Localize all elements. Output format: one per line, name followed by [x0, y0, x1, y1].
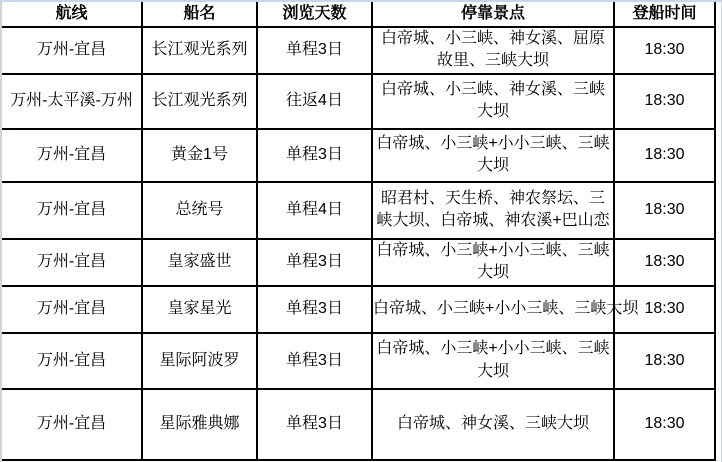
cell-route: 万州-宜昌 — [2, 286, 142, 333]
cell-boarding-time: 18:30 — [614, 286, 715, 333]
cell-boarding-time: 18:30 — [614, 389, 715, 460]
column-header-duration: 浏览天数 — [257, 2, 372, 27]
table-row — [2, 182, 715, 239]
column-header-boarding-time: 登船时间 — [614, 2, 715, 27]
cell-duration: 单程3日 — [257, 286, 372, 333]
cell-stops: 昭君村、天生桥、神农祭坛、三峡大坝、白帝城、神农溪+巴山恋 — [372, 182, 614, 239]
cell-stops: 白帝城、小三峡+小小三峡、三峡大坝 — [372, 129, 614, 182]
cell-boarding-time: 18:30 — [614, 27, 715, 74]
table-row — [2, 74, 715, 129]
cell-duration: 单程3日 — [257, 333, 372, 389]
cell-ship: 皇家星光 — [142, 286, 257, 333]
table-row — [2, 286, 715, 333]
cell-stops: 白帝城、小三峡+小小三峡、三峡大坝 — [372, 239, 614, 286]
cell-route: 万州-太平溪-万州 — [2, 74, 142, 129]
cell-route: 万州-宜昌 — [2, 333, 142, 389]
cell-route: 万州-宜昌 — [2, 27, 142, 74]
cell-stops: 白帝城、神女溪、三峡大坝 — [372, 389, 614, 460]
cell-duration: 往返4日 — [257, 74, 372, 129]
cell-ship: 黄金1号 — [142, 129, 257, 182]
cell-stops: 白帝城、小三峡+小小三峡、三峡大坝 — [372, 286, 614, 333]
cell-duration: 单程3日 — [257, 27, 372, 74]
cell-ship: 皇家盛世 — [142, 239, 257, 286]
cell-route: 万州-宜昌 — [2, 182, 142, 239]
cell-duration: 单程3日 — [257, 239, 372, 286]
cell-route: 万州-宜昌 — [2, 129, 142, 182]
cell-ship: 星际阿波罗 — [142, 333, 257, 389]
cell-stops: 白帝城、小三峡、神女溪、三峡大坝 — [372, 74, 614, 129]
cell-ship: 总统号 — [142, 182, 257, 239]
column-header-route: 航线 — [2, 2, 142, 27]
cell-ship: 星际雅典娜 — [142, 389, 257, 460]
cell-duration: 单程4日 — [257, 182, 372, 239]
table-row — [2, 239, 715, 286]
cell-ship: 长江观光系列 — [142, 27, 257, 74]
cell-stops: 白帝城、小三峡+小小三峡、三峡大坝 — [372, 333, 614, 389]
cell-stops: 白帝城、小三峡、神女溪、屈原故里、三峡大坝 — [372, 27, 614, 74]
cell-route: 万州-宜昌 — [2, 239, 142, 286]
table-row — [2, 333, 715, 389]
table-row — [2, 27, 715, 74]
cell-duration: 单程3日 — [257, 389, 372, 460]
cell-boarding-time: 18:30 — [614, 129, 715, 182]
cell-boarding-time: 18:30 — [614, 239, 715, 286]
table-row — [2, 129, 715, 182]
table-header-row — [2, 2, 715, 27]
table-row — [2, 389, 715, 460]
cell-boarding-time: 18:30 — [614, 333, 715, 389]
cell-boarding-time: 18:30 — [614, 182, 715, 239]
cell-ship: 长江观光系列 — [142, 74, 257, 129]
cell-duration: 单程3日 — [257, 129, 372, 182]
cell-route: 万州-宜昌 — [2, 389, 142, 460]
column-header-stops: 停靠景点 — [372, 2, 614, 27]
column-header-ship: 船名 — [142, 2, 257, 27]
cruise-schedule-table — [2, 2, 716, 461]
cell-boarding-time: 18:30 — [614, 74, 715, 129]
